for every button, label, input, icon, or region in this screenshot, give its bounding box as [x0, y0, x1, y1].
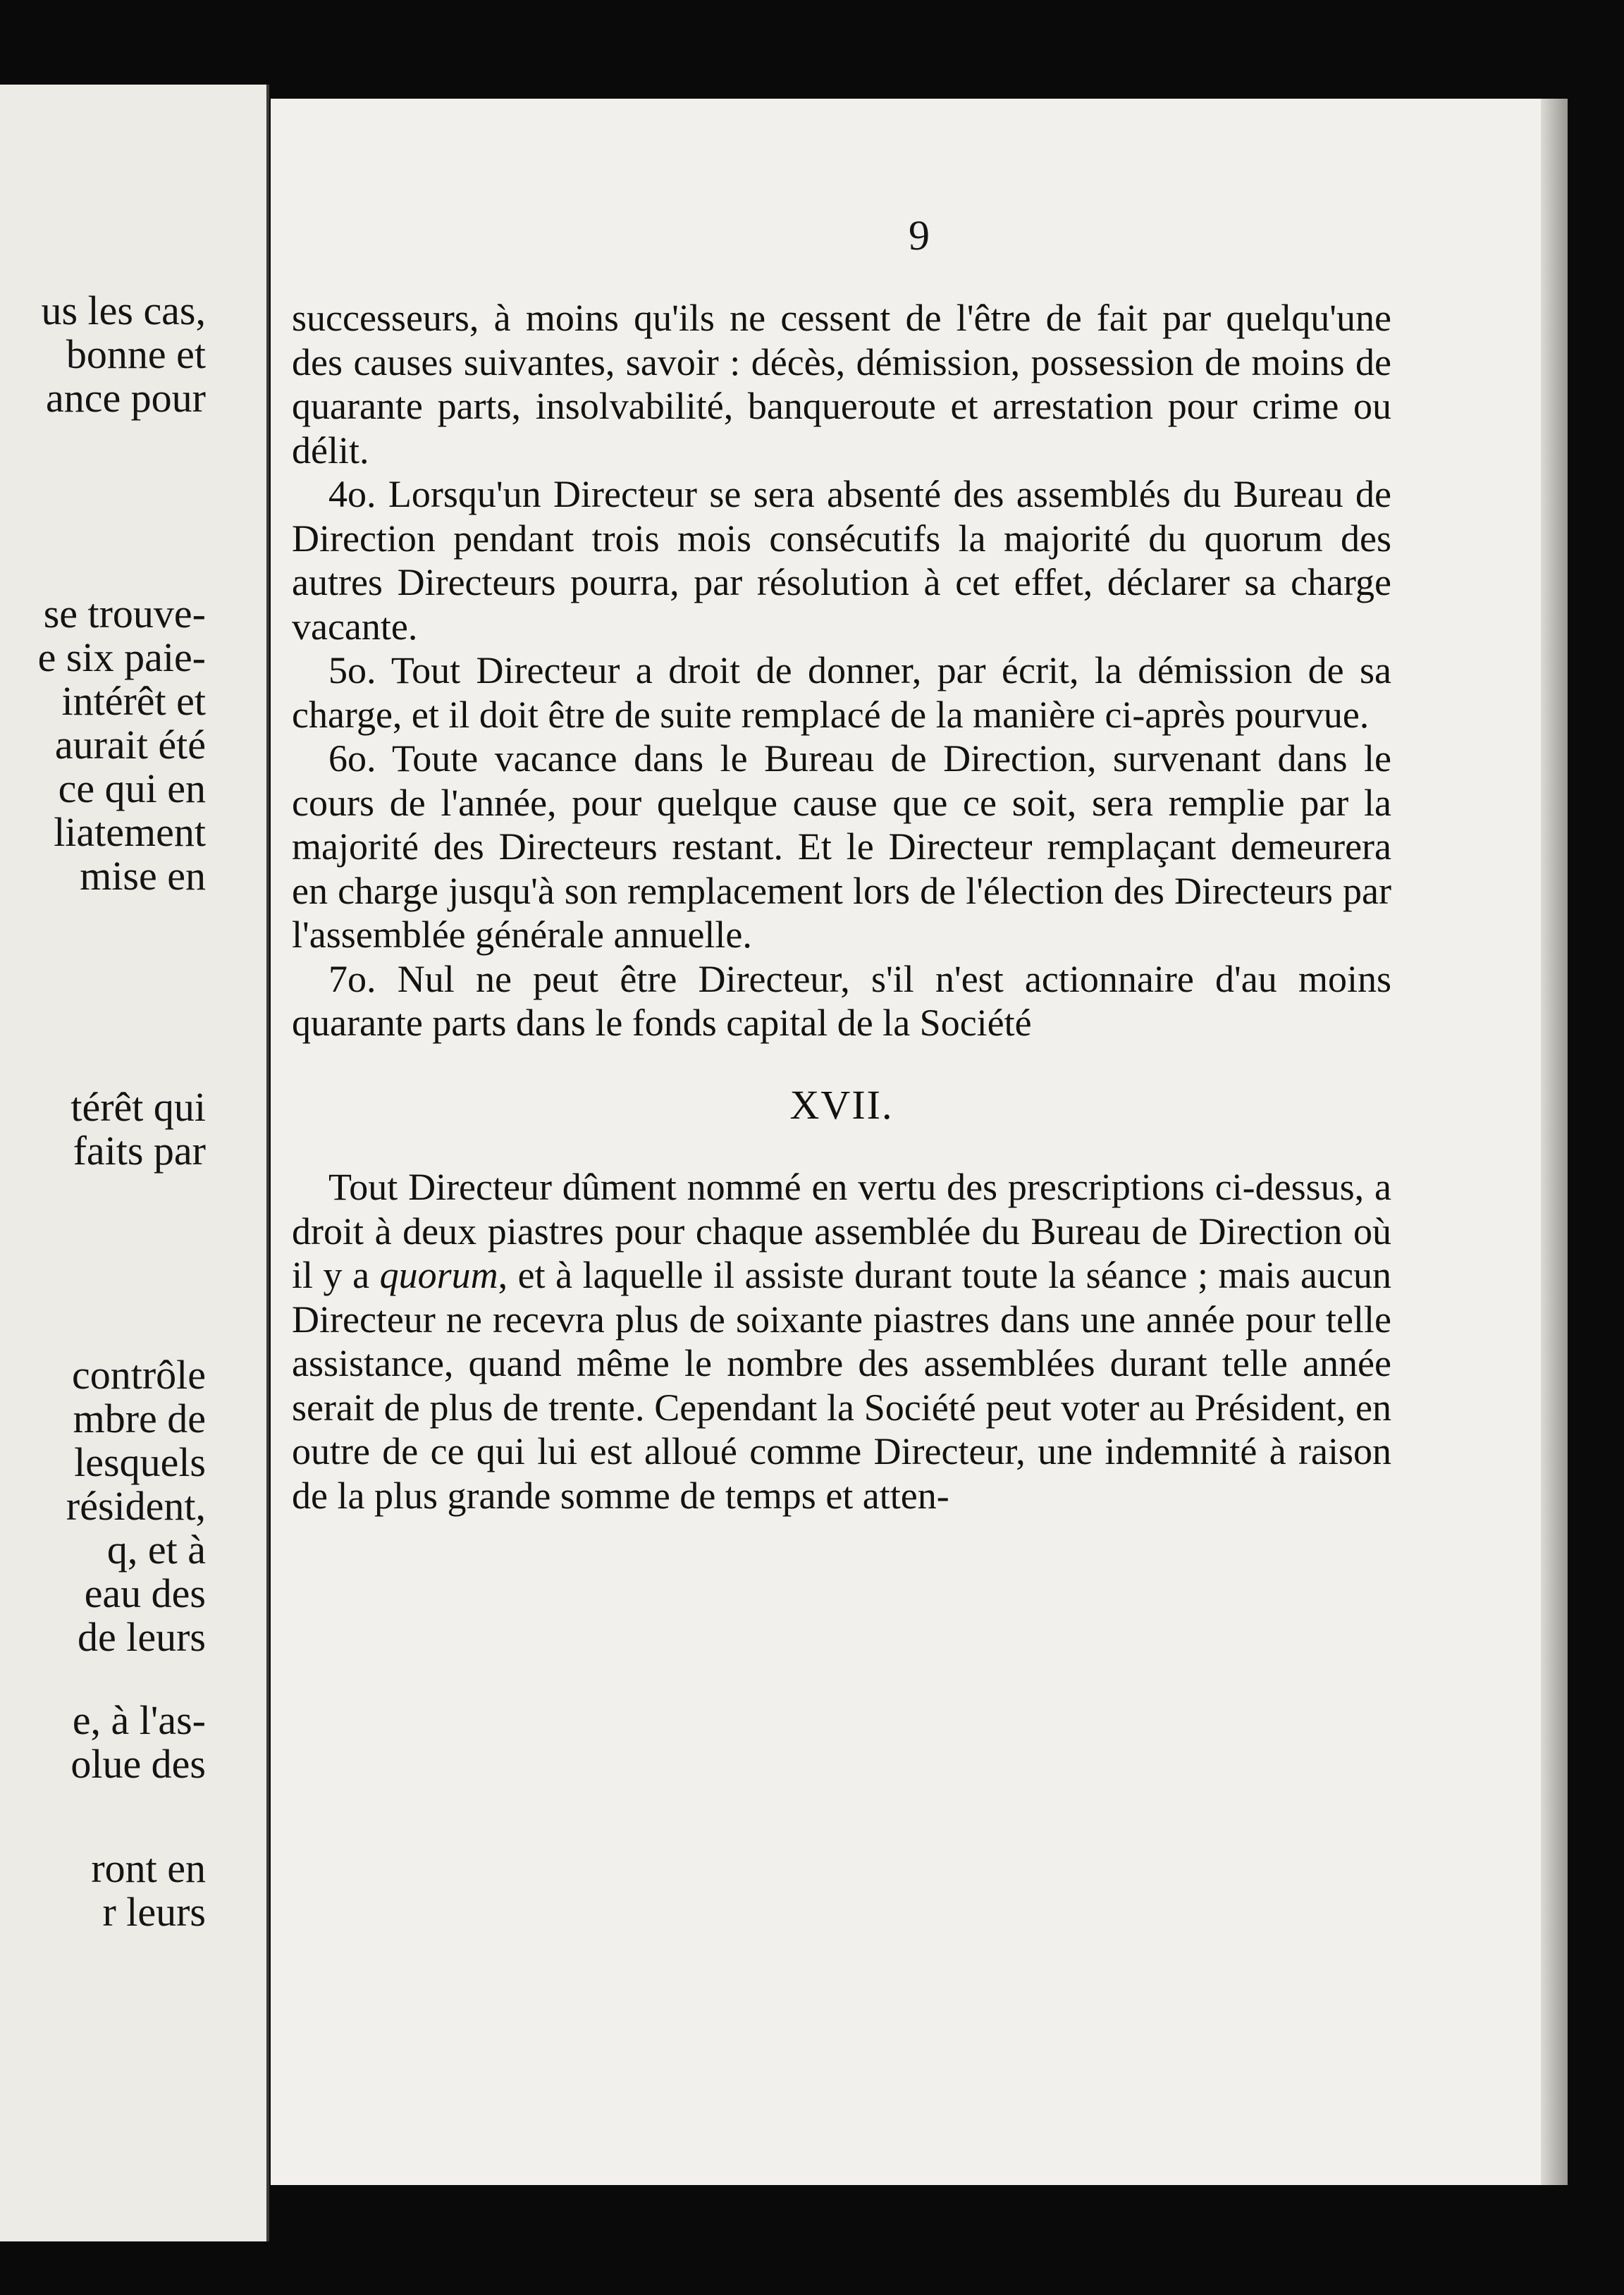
left-line: mbre de [73, 1396, 206, 1441]
left-text-block-bottom2 [0, 1847, 266, 1934]
left-text-block-mid2 [0, 1085, 266, 1173]
left-line: se trouve- [43, 591, 206, 636]
page-number: 9 [909, 212, 930, 259]
paragraph-article-7: 7o. Nul ne peut être Directeur, s'il n'est actionnaire d'au moins quarante parts dans le fonds capital de la Société [292, 957, 1391, 1044]
paragraph-article-5: 5o. Tout Directeur a droit de donner, par écrit, la démission de sa charge, et il doit être de suite remplacé de la manière ci-après pourvue. [292, 649, 1391, 736]
left-line: contrôle [71, 1352, 206, 1398]
paragraph-continuation: successeurs, à moins qu'ils ne cessent de l'être de fait par quelqu'une des causes suivantes, savoir : décès, démission, possession de moins de quarante parts, insolvabilité, banqueroute et arrestation pour crime ou délit. [292, 297, 1391, 472]
page-edge-shadow [1541, 99, 1568, 2185]
left-line: intérêt et [61, 678, 206, 724]
left-line: bonne et [66, 331, 206, 377]
right-page [271, 99, 1568, 2185]
left-line: liatement [54, 809, 206, 855]
left-page-fragment [0, 85, 269, 2241]
left-line: olue des [70, 1741, 206, 1787]
left-text-block-mid3 [0, 1353, 266, 1659]
section-paragraph [292, 1165, 1391, 1518]
section-heading: XVII. [789, 1081, 894, 1128]
left-text-block-top [0, 289, 266, 420]
left-line: ront en [91, 1845, 206, 1891]
section-paragraph-part2: , et à laquelle il assiste durant toute la séance ; mais aucun Directeur ne recevra plus de soixante piastres dans une année pour telle assistance, quand même le nombre des assemblées durant telle année serait de plus de trente. Cependant la Société peut voter au Président, en outre de ce qui lui est alloué comme Directeur, une indemnité à raison de la plus grande somme de temps et atten- [292, 1254, 1391, 1517]
left-line: lesquels [74, 1439, 206, 1485]
left-text-block-mid1 [0, 592, 266, 898]
left-line: térêt qui [70, 1084, 206, 1130]
left-line: ance pour [45, 375, 206, 421]
left-line: us les cas, [41, 288, 206, 333]
left-line: r leurs [102, 1889, 206, 1935]
left-line: faits par [73, 1128, 206, 1174]
left-line: eau des [84, 1570, 206, 1616]
left-line: mise en [80, 853, 206, 899]
left-line: aurait été [54, 722, 206, 768]
left-line: de leurs [78, 1614, 206, 1660]
paragraph-article-4: 4o. Lorsqu'un Directeur se sera absenté des assemblés du Bureau de Direction pendant trois mois consécutifs la majorité du quorum des autres Directeurs pourra, par résolution à cet effet, déclarer sa charge vacante. [292, 473, 1391, 648]
section-paragraph-italic: quorum [379, 1254, 498, 1296]
left-line: ce qui en [58, 765, 206, 811]
left-line: e six paie- [37, 634, 206, 680]
left-line: q, et à [106, 1527, 206, 1573]
left-line: résident, [66, 1483, 206, 1529]
page-body-text [292, 296, 1391, 1518]
paragraph-article-6: 6o. Toute vacance dans le Bureau de Direction, survenant dans le cours de l'année, pour quelque cause que ce soit, sera remplie par la majorité des Directeurs restant. Et le Directeur remplaçant demeurera en charge jusqu'à son remplacement lors de l'élection des Directeurs par l'assemblée générale annuelle. [292, 737, 1391, 956]
left-line: e, à l'as- [72, 1697, 206, 1743]
left-text-block-bottom1 [0, 1699, 266, 1786]
section-paragraph-part1: Tout Directeur dûment nommé en vertu des prescriptions ci-dessus, a droit à deux piastres pour chaque assemblée du Bureau de Direction où il y a [292, 1166, 1391, 1296]
